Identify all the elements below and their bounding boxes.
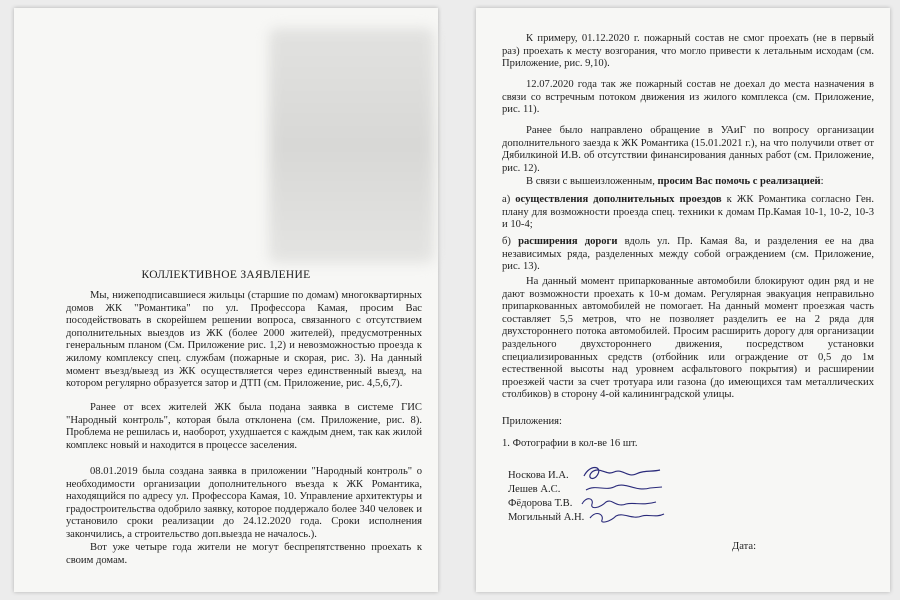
signer-name: Могильный А.Н. [508, 512, 585, 523]
left-paragraph-1: Мы, нижеподписавшиеся жильцы (старшие по домам) многоквартирных домов ЖК "Романтика" по ул. Профессора Камая, просим Вас посодействовать в скорейшем решении вопроса, связанного с отсутствием дополнительных выездов из ЖК (более 2000 жителей), предусмотренных генеральным планом (См. Приложение рис. 1,2) и невозможностью проезда к жилому комплексу спец. службам (пожарные и скорая, рис. 3). На данный момент въезд/выезд из ЖК осуществляется через единственный выезд, на котором регулярно образуется затор и ДТП (см. Приложение, рис. 4,5,6,7). [66, 290, 422, 390]
signer-name: Носкова И.А. [508, 470, 569, 481]
document-title: КОЛЛЕКТИВНОЕ ЗАЯВЛЕНИЕ [141, 269, 311, 281]
item-b-bold: расширения дороги [518, 236, 618, 247]
handwritten-signatures [576, 462, 666, 526]
item-b-text: вдоль ул. Пр. Камая 8а, и разделения ее на два независимых ряда, разделенных между собой ограждением (см. Приложение, рис. 13). [502, 236, 874, 273]
item-a-bold: осуществления дополнительных проездов [515, 194, 722, 205]
request-item-a [502, 194, 874, 232]
left-paragraph-3: 08.01.2019 была создана заявка в приложении "Народный контроль" о необходимости организации дополнительного въезда к ЖК Романтика, находящийся по адресу ул. Профессора Камая, 10. Управление архитектуры и градостроительства одобрило заявку, которое поддержало более 340 человек и установило сроки реализации до 24.12.2020 года. Сроки исполнения закончились, а строительство доп.выезда не началось.). [66, 466, 422, 540]
signature-3 [582, 499, 656, 508]
left-paragraph-2: Ранее от всех жителей ЖК была подана заявка в системе ГИС "Народный контроль", которая была отклонена (см. Приложение, рис. 8). Проблема не решилась и, наоборот, ухудшается с каждым днем, так как жилой комплекс новый и находится в процессе заселения. [66, 402, 422, 451]
item-a-prefix: а) [502, 194, 516, 205]
request-intro [502, 176, 874, 189]
left-page [14, 8, 438, 592]
signature-2 [586, 485, 662, 490]
date-label: Дата: [732, 541, 757, 552]
signature-1 [584, 468, 660, 479]
item-a-text: к ЖК Романтика согласно Ген. плану для возможности проезда спец. техники к домам Пр.Камая 10-1, 10-2, 10-3 и 10-4; [502, 194, 874, 231]
signer-name: Лешев А.С. [508, 484, 561, 495]
right-paragraph-1: К примеру, 01.12.2020 г. пожарный состав не смог проехать (не в первый раз) проехать к месту возгорания, что могло привести к летальным исходам (см. Приложение, рис. 9,10). [502, 33, 874, 70]
request-item-b [502, 236, 874, 274]
right-paragraph-parking: На данный момент припаркованные автомобили блокируют один ряд и не дают возможности проехать к 10-м домам. Регулярная эвакуация неправильно припаркованных автомобилей не помогает. На данный момент проезжая часть составляет 5,5 метров, что не позволяет разделить ее на 2 ряда для двухстороннего потока автомобилей. Просим расширить дорогу для организации раздельного двухстороннего движения, посредством установки специализированных средств (отбойник или ограждение от 0,5 до 1м естественной высоты над уровнем асфальтового покрытия) и расширении проезжей части за счет тротуара или газона (до имеющихся там металлических столбиков) в сторону 4-ой калининградской улицы. [502, 276, 874, 401]
request-intro-bold: просим Вас помочь с реализацией [657, 176, 821, 187]
right-paragraph-2: 12.07.2020 года так же пожарный состав не доехал до места назначения в связи со встречным потоком движения из жилого комплекса (см. Приложение, рис. 11). [502, 79, 874, 116]
signature-4 [590, 514, 664, 523]
request-intro-text: В связи с вышеизложенным, [526, 176, 658, 187]
right-paragraph-3: Ранее было направлено обращение в УАиГ по вопросу организации дополнительного заезда к ЖК Романтика (15.01.2021 г.), на что получили ответ от Дябилкиной И.В. об отсутствии финансирования данных работ (см. Приложение, рис. 12). [502, 125, 874, 174]
appendix-item: 1. Фотографии в кол-ве 16 шт. [502, 438, 638, 449]
appendix-label: Приложения: [502, 416, 562, 427]
right-page [476, 8, 890, 592]
item-b-prefix: б) [502, 236, 519, 247]
left-paragraph-4: Вот уже четыре года жители не могут беспрепятственно проехать к своим домам. [66, 542, 422, 566]
signer-name: Фёдорова Т.В. [508, 498, 573, 509]
blurred-recipient-block [269, 28, 434, 263]
request-intro-end: : [820, 176, 824, 187]
